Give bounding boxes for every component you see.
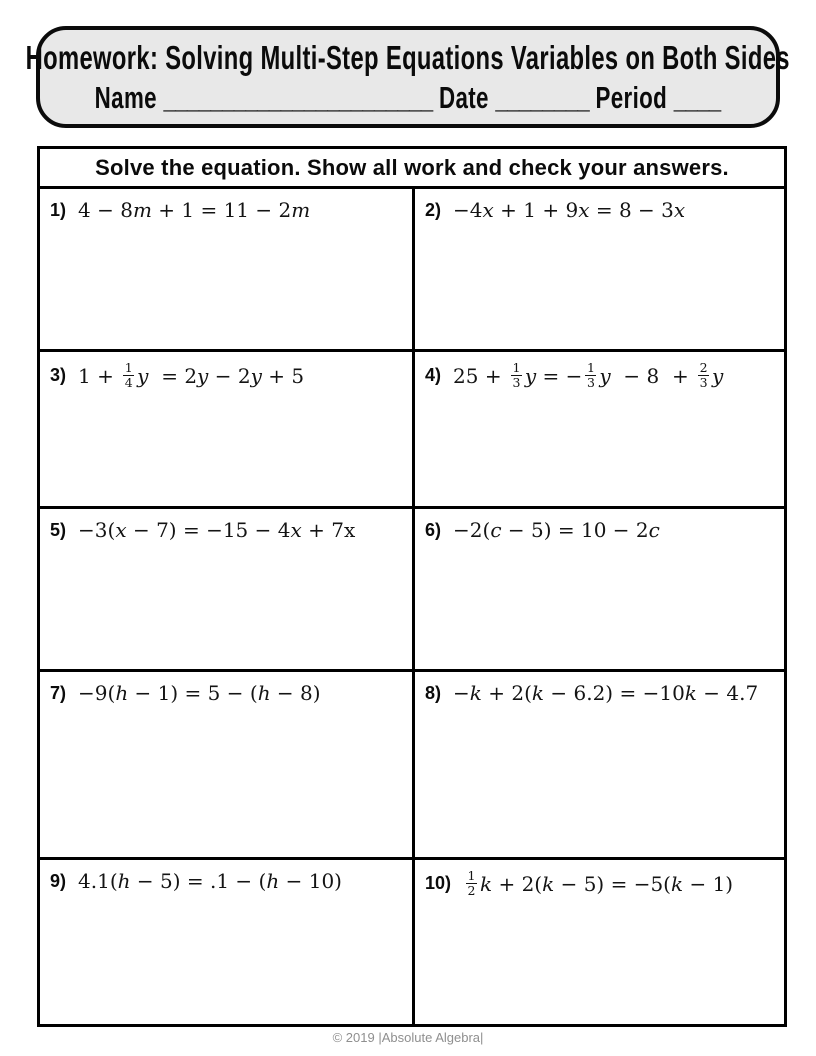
equation: −2( c − 5) = 10 − 2 c — [453, 518, 660, 542]
problem-line — [425, 198, 776, 222]
problem-cell — [40, 189, 412, 349]
problem-number: 6) — [425, 519, 442, 540]
problem-cell — [40, 672, 412, 857]
equation: − k + 2( k − 6.2) = −10 k − 4.7 — [453, 681, 759, 705]
problem-line — [50, 869, 404, 893]
problem-line — [425, 681, 776, 705]
period-label: Period — [595, 79, 668, 115]
copyright-footer: © 2019 |Absolute Algebra| — [332, 1030, 484, 1045]
problem-cell — [412, 189, 784, 349]
problem-line — [50, 681, 404, 705]
title-box — [25, 26, 791, 128]
problem-cell — [412, 672, 784, 857]
equation: −9( h − 1) = 5 − ( h − 8) — [78, 681, 321, 705]
problem-line — [50, 361, 404, 391]
problem-number: 1) — [50, 199, 67, 220]
worksheet-title: Homework: Solving Multi-Step Equations Variables on Both Sides — [25, 38, 791, 76]
problem-cell — [412, 860, 784, 1024]
problem-line — [50, 518, 404, 542]
name-label: Name — [95, 79, 158, 115]
problem-cell — [412, 509, 784, 669]
equation: 1 + $\frac{1}{4}$ y = 2 y − 2 y + 5 — [78, 360, 305, 391]
problem-row — [40, 857, 784, 1024]
equation: −3( x − 7) = −15 − 4 x + 7x — [78, 518, 356, 542]
problem-number: 3) — [50, 365, 67, 386]
name-blank: _______________________ — [163, 79, 433, 115]
equation: $\frac{1}{2}$ k + 2( k − 5) = −5( k − 1) — [467, 868, 734, 899]
problem-row — [40, 349, 784, 506]
problem-number: 2) — [425, 199, 442, 220]
name-date-period-line — [95, 80, 721, 116]
instructions-header: Solve the equation. Show all work and check your answers. — [40, 149, 784, 189]
fraction: $\frac{1}{3}$ — [512, 360, 521, 391]
problem-row — [40, 669, 784, 857]
fraction: $\frac{2}{3}$ — [699, 360, 708, 391]
fraction: $\frac{1}{4}$ — [124, 360, 133, 391]
date-label: Date — [439, 79, 490, 115]
problem-cell — [40, 860, 412, 1024]
equation: 25 + $\frac{1}{3}$ y = − $\frac{1}{3}$ y − 8 + $\frac{2}{3}$ y — [453, 360, 724, 391]
fraction: $\frac{1}{3}$ — [586, 360, 595, 391]
problem-row — [40, 506, 784, 669]
problem-cell — [412, 352, 784, 506]
problems-table — [37, 146, 787, 1027]
problem-cell — [40, 352, 412, 506]
equation: 4.1( h − 5) = .1 − ( h − 10) — [78, 869, 342, 893]
equation: 4 − 8 m + 1 = 11 − 2 m — [78, 198, 311, 222]
problem-cell — [40, 509, 412, 669]
problem-number: 9) — [50, 870, 67, 891]
problem-row — [40, 189, 784, 349]
period-blank: ____ — [674, 79, 721, 115]
problem-number: 10) — [425, 873, 452, 894]
problem-line — [425, 518, 776, 542]
problems-grid — [40, 189, 784, 1024]
problem-line — [425, 361, 776, 391]
problem-number: 5) — [50, 519, 67, 540]
problem-line — [425, 869, 776, 899]
problem-number: 7) — [50, 682, 67, 703]
equation: −4 x + 1 + 9 x = 8 − 3 x — [453, 198, 686, 222]
problem-number: 8) — [425, 682, 442, 703]
problem-line — [50, 198, 404, 222]
problem-number: 4) — [425, 365, 442, 386]
fraction: $\frac{1}{2}$ — [467, 868, 476, 899]
date-blank: ________ — [495, 79, 590, 115]
